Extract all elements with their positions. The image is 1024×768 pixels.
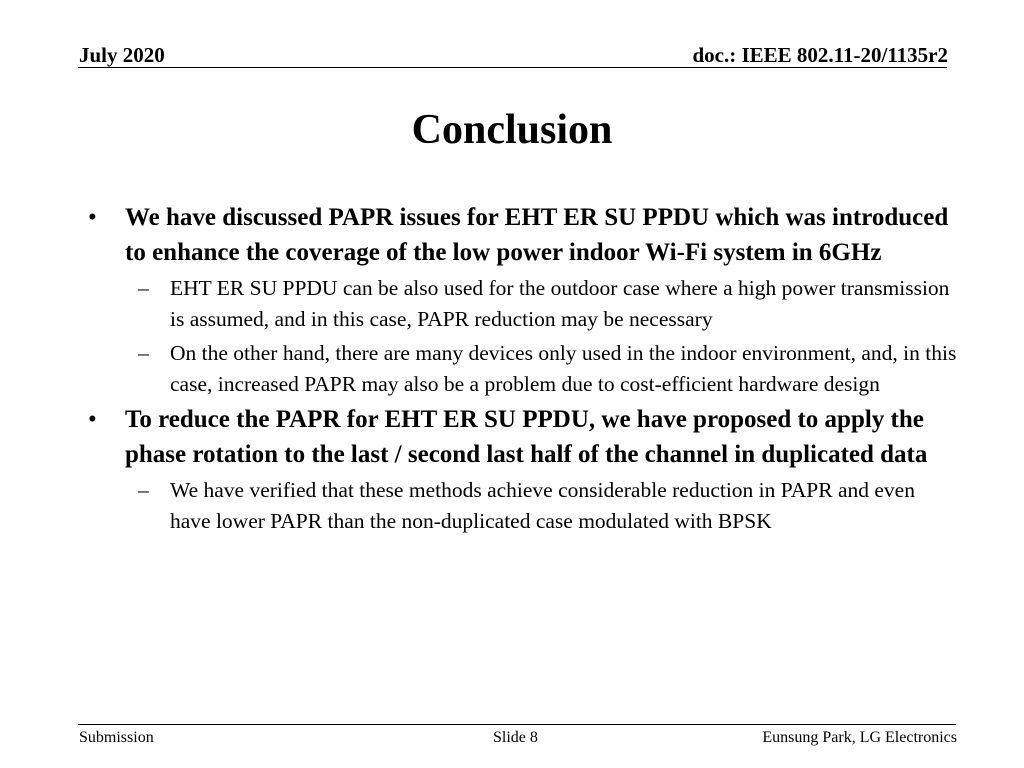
header-doc-id: doc.: IEEE 802.11-20/1135r2	[692, 43, 948, 67]
footer-slide-number: Slide 8	[493, 729, 538, 746]
header-divider	[78, 67, 947, 68]
bullet-item	[0, 200, 955, 270]
sub-bullet-item	[0, 475, 960, 537]
footer-submission: Submission	[79, 729, 154, 746]
bullet-text: To reduce the PAPR for EHT ER SU PPDU, we have proposed to apply the phase rotation to the last / second last half of the channel in duplicated data	[125, 406, 928, 468]
sub-bullet-marker: –	[138, 478, 149, 502]
sub-bullet-marker: –	[138, 276, 149, 300]
bullet-text: We have discussed PAPR issues for EHT ER SU PPDU which was introduced to enhance the coverage of the low power indoor Wi-Fi system in 6GHz	[125, 204, 949, 266]
bullet-marker: •	[88, 204, 97, 231]
bullet-item	[0, 402, 955, 472]
header-date: July 2020	[79, 43, 165, 67]
sub-bullet-item	[0, 338, 960, 400]
sub-bullet-text: On the other hand, there are many devices only used in the indoor environment, and, in this case, increased PAPR may also be a problem due to cost-efficient hardware design	[170, 341, 957, 396]
footer-author: Eunsung Park, LG Electronics	[762, 729, 957, 746]
slide-title: Conclusion	[411, 107, 613, 153]
sub-bullet-item	[0, 273, 960, 335]
sub-bullet-text: EHT ER SU PPDU can be also used for the outdoor case where a high power transmission is assumed, and in this case, PAPR reduction may be necessary	[170, 276, 950, 331]
sub-bullet-marker: –	[138, 341, 149, 365]
sub-bullet-text: We have verified that these methods achieve considerable reduction in PAPR and even have lower PAPR than the non-duplicated case modulated with BPSK	[170, 478, 915, 533]
bullet-marker: •	[88, 406, 97, 433]
slide-body	[0, 200, 1024, 537]
footer-divider	[78, 724, 956, 725]
